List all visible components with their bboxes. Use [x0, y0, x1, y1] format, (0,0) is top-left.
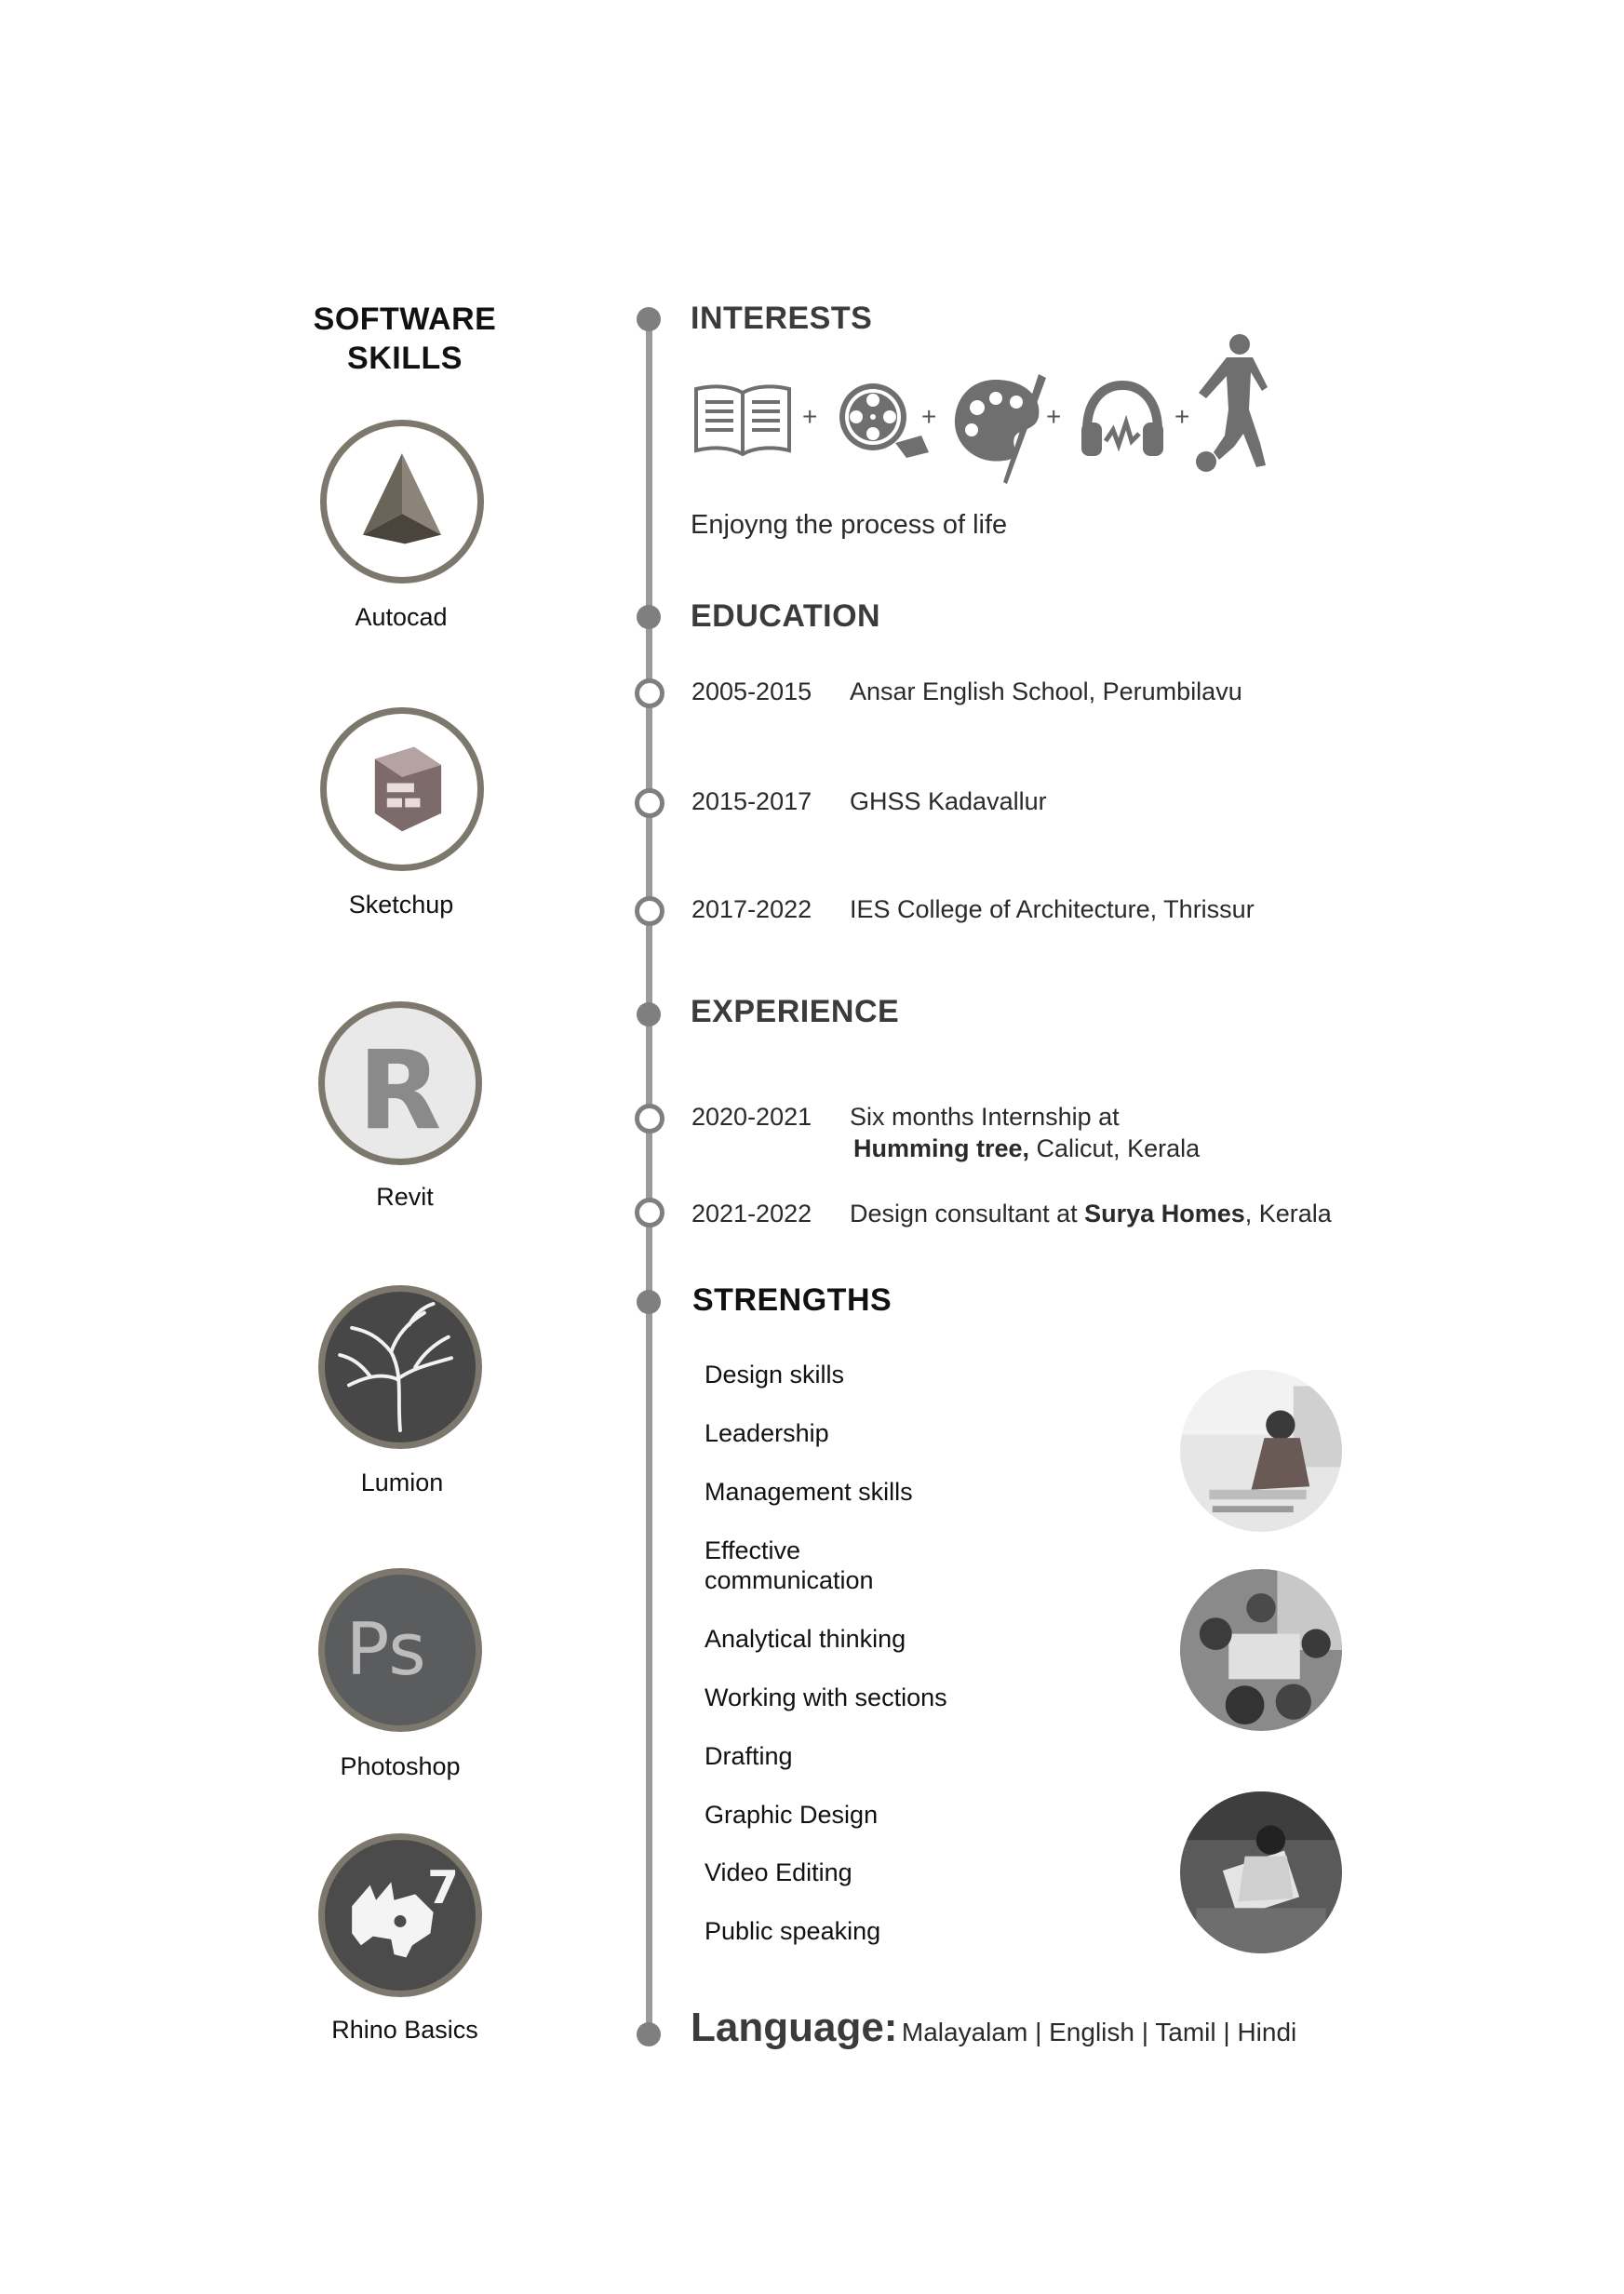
software-skills-title-line1: SOFTWARE [313, 302, 497, 337]
photoshop-letters: Ps [345, 1607, 426, 1692]
education-place: IES College of Architecture, Thrissur [850, 895, 1255, 923]
education-years: 2005-2015 [691, 677, 812, 705]
strength-item: Working with sections [705, 1684, 947, 1711]
education-years: 2015-2017 [691, 787, 812, 815]
strength-item: Analytical thinking [705, 1625, 906, 1653]
education-entry-2 [691, 787, 1047, 816]
experience-entry-2 [691, 1200, 1332, 1228]
language-list: Malayalam | English | Tamil | Hindi [901, 2018, 1297, 2046]
timeline-dot-experience-1 [635, 1104, 664, 1134]
photoshop-icon [318, 1568, 482, 1732]
rhino-icon [318, 1833, 482, 1997]
experience-heading: EXPERIENCE [691, 994, 900, 1029]
interests-heading: INTERESTS [691, 301, 873, 336]
experience-entry-1 [691, 1103, 1120, 1132]
experience-entry-1-company [853, 1134, 1200, 1163]
education-place: GHSS Kadavallur [850, 787, 1047, 815]
experience-years: 2020-2021 [691, 1103, 812, 1131]
strength-item: Video Editing [705, 1858, 852, 1886]
strength-item: Management skills [705, 1478, 913, 1506]
software-label-lumion: Lumion [360, 1469, 444, 1496]
timeline-dot-education-1 [635, 678, 664, 708]
language-row [691, 2005, 1296, 2051]
strengths-heading: STRENGTHS [692, 1282, 893, 1318]
experience-company: Surya Homes [1084, 1200, 1245, 1227]
plus-sign-4: + [1174, 402, 1190, 431]
education-entry-1 [691, 677, 1242, 706]
timeline-dot-education-3 [635, 896, 664, 926]
plus-sign-2: + [921, 402, 937, 431]
software-label-rhino: Rhino Basics [331, 2016, 478, 2044]
film-reel-icon [836, 378, 937, 460]
revit-letter: R [357, 1027, 442, 1155]
strength-item: Leadership [705, 1419, 829, 1447]
rhino-version: 7 [427, 1862, 459, 1915]
education-years: 2017-2022 [691, 895, 812, 923]
strength-item: Graphic Design [705, 1801, 879, 1829]
software-label-photoshop: Photoshop [340, 1752, 461, 1780]
paint-palette-icon [949, 370, 1052, 488]
strength-item: Effective communication [705, 1536, 874, 1594]
autocad-icon [320, 420, 484, 584]
revit-icon [318, 1001, 482, 1165]
experience-years: 2021-2022 [691, 1200, 812, 1227]
software-label-sketchup: Sketchup [348, 891, 454, 919]
education-place: Ansar English School, Perumbilavu [850, 677, 1242, 705]
experience-role: Six months Internship at [850, 1103, 1120, 1131]
timeline-dot-interests [637, 307, 661, 331]
timeline-dot-experience-2 [635, 1198, 664, 1227]
strength-photo-3 [1180, 1791, 1342, 1953]
education-heading: EDUCATION [691, 598, 881, 634]
software-label-autocad: Autocad [355, 603, 448, 631]
software-skills-title [270, 300, 540, 378]
sketchup-icon [320, 707, 484, 871]
timeline-dot-experience [637, 1002, 661, 1026]
timeline-line [646, 316, 652, 2029]
experience-location: , Kerala [1244, 1200, 1332, 1227]
plus-sign-3: + [1046, 402, 1062, 431]
software-label-revit: Revit [376, 1183, 434, 1211]
book-icon [692, 380, 793, 460]
football-player-icon [1188, 331, 1277, 475]
strength-photo-2 [1180, 1569, 1342, 1731]
experience-role: Design consultant at [850, 1200, 1085, 1227]
plus-sign-1: + [802, 402, 818, 431]
experience-company: Humming tree, [853, 1134, 1030, 1162]
software-skills-title-line2: SKILLS [347, 341, 463, 376]
timeline-dot-language [637, 2022, 661, 2046]
timeline-dot-strengths [637, 1290, 661, 1314]
timeline-dot-education-2 [635, 788, 664, 818]
education-entry-3 [691, 895, 1255, 924]
strength-item: Drafting [705, 1742, 793, 1770]
interests-tagline: Enjoyng the process of life [691, 510, 1008, 540]
strength-item: Design skills [705, 1361, 845, 1388]
headphones-icon [1080, 380, 1165, 460]
strength-photo-1 [1180, 1370, 1342, 1532]
timeline-dot-education [637, 605, 661, 629]
strength-item: Public speaking [705, 1917, 881, 1945]
language-heading: Language: [691, 2005, 898, 2050]
experience-location: Calicut, Kerala [1029, 1134, 1201, 1162]
lumion-icon [318, 1285, 482, 1449]
